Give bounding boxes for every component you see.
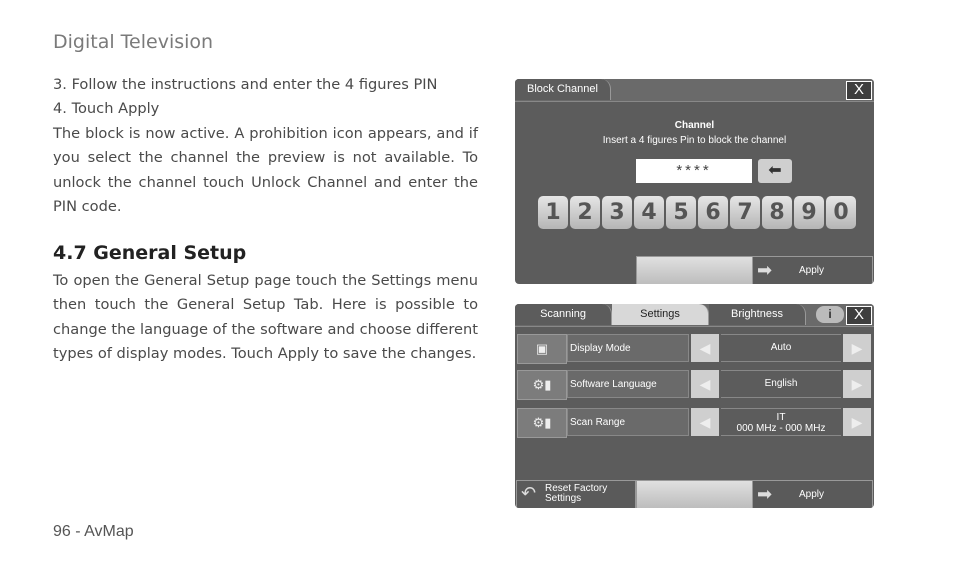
key-7[interactable]: 7 <box>730 196 760 229</box>
key-1[interactable]: 1 <box>538 196 568 229</box>
key-6[interactable]: 6 <box>698 196 728 229</box>
setting-row-software-language <box>517 370 872 398</box>
arrow-left-icon[interactable]: ◀ <box>691 334 719 362</box>
general-setup-text: To open the General Setup page touch the Settings menu then touch the General Setup Tab. Here is possible to change the language of the software and choose different types of display modes. Touch Apply to save the changes. <box>53 272 478 363</box>
general-setup-description <box>53 269 478 367</box>
setting-value <box>721 408 841 436</box>
backspace-icon[interactable]: ⬅ <box>758 159 792 183</box>
reset-line-2: Settings <box>545 493 582 504</box>
key-3[interactable]: 3 <box>602 196 632 229</box>
arrow-right-icon[interactable]: ▶ <box>843 334 871 362</box>
arrow-right-icon[interactable]: ▶ <box>843 370 871 398</box>
key-2[interactable]: 2 <box>570 196 600 229</box>
pin-input[interactable]: **** <box>636 159 752 183</box>
blank-panel <box>636 256 753 284</box>
arrow-left-icon[interactable]: ◀ <box>691 370 719 398</box>
reset-line-1: Reset Factory <box>545 483 608 494</box>
page-header: Digital Television <box>53 31 214 53</box>
close-button[interactable]: X <box>846 306 872 325</box>
bottom-bar <box>515 478 874 508</box>
page-footer: 96 - AvMap <box>53 523 134 540</box>
setting-row-display-mode <box>517 334 872 362</box>
apply-button[interactable] <box>752 480 873 508</box>
reset-label <box>545 484 635 504</box>
tab-scanning[interactable]: Scanning <box>515 304 612 325</box>
undo-icon: ↶ <box>521 483 537 503</box>
setting-row-scan-range <box>517 408 872 436</box>
key-5[interactable]: 5 <box>666 196 696 229</box>
settings-icon: ⚙▮ <box>517 370 567 400</box>
display-icon: ▣ <box>517 334 567 364</box>
tab-brightness[interactable]: Brightness <box>709 304 806 325</box>
channel-title: Channel <box>674 120 715 131</box>
apply-label: Apply <box>799 265 825 276</box>
apply-button[interactable] <box>752 256 873 284</box>
close-button[interactable]: X <box>846 81 872 100</box>
region-value: IT <box>776 412 786 423</box>
apply-label: Apply <box>799 489 825 500</box>
key-8[interactable]: 8 <box>762 196 792 229</box>
arrow-right-icon: ➡ <box>757 260 773 280</box>
keypad <box>538 196 854 230</box>
reset-factory-button[interactable] <box>516 480 636 508</box>
setting-value: English <box>721 370 841 398</box>
section-heading: 4.7 General Setup <box>53 242 247 264</box>
frequency-range: 000 MHz - 000 MHz <box>736 423 826 434</box>
step-3: 3. Follow the instructions and enter the 4 figures PIN <box>53 76 438 93</box>
settings-icon: ⚙▮ <box>517 408 567 438</box>
key-4[interactable]: 4 <box>634 196 664 229</box>
setting-label: Display Mode <box>567 334 689 362</box>
setting-value: Auto <box>721 334 841 362</box>
tab-block-channel[interactable]: Block Channel <box>515 79 611 100</box>
setting-label: Software Language <box>567 370 689 398</box>
block-description: The block is now active. A prohibition icon appears, and if you select the channel the preview is not available. To unlock the channel touch Unlock Channel and enter the PIN code. <box>53 124 478 216</box>
step-4: 4. Touch Apply <box>53 100 160 118</box>
settings-screen <box>515 304 874 508</box>
info-icon[interactable]: i <box>816 306 844 323</box>
blank-panel <box>636 480 753 508</box>
setting-label: Scan Range <box>567 408 689 436</box>
bottom-bar <box>515 254 874 284</box>
arrow-right-icon[interactable]: ▶ <box>843 408 871 436</box>
arrow-left-icon[interactable]: ◀ <box>691 408 719 436</box>
key-9[interactable]: 9 <box>794 196 824 229</box>
tab-bar <box>515 79 874 102</box>
block-channel-screen <box>515 79 874 284</box>
instructions-block <box>53 73 478 219</box>
tab-bar <box>515 304 874 327</box>
key-0[interactable]: 0 <box>826 196 856 229</box>
channel-subtitle: Insert a 4 figures Pin to block the channel <box>602 135 787 146</box>
arrow-right-icon: ➡ <box>757 484 773 504</box>
tab-settings[interactable]: Settings <box>612 304 709 325</box>
